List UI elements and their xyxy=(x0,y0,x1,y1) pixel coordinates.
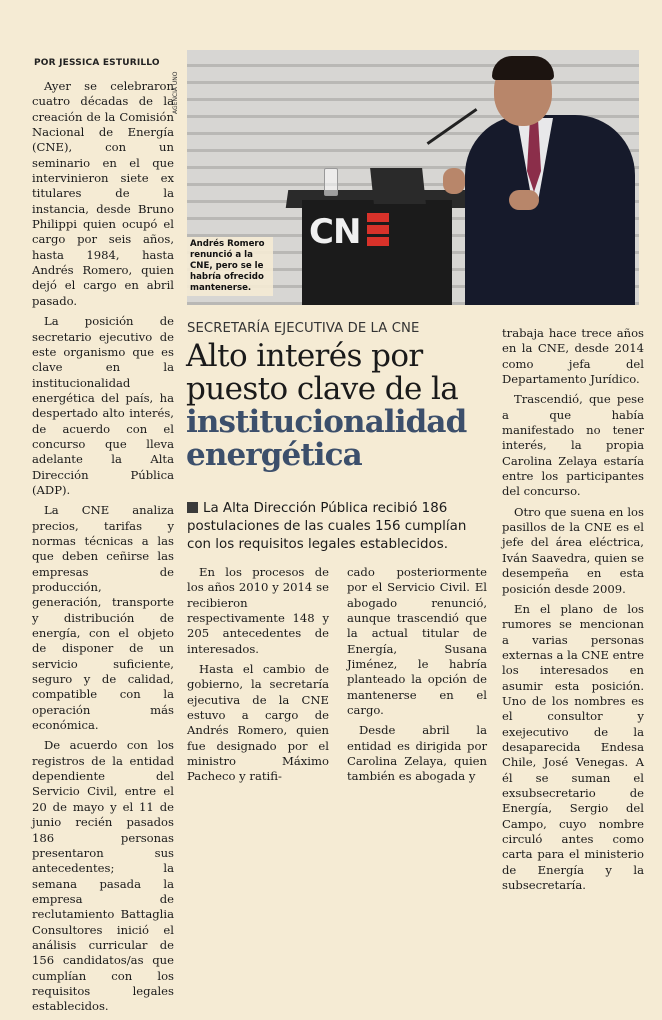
paragraph: cado posteriormente por el Servicio Civil. El abogado renunció, aunque trascendió que la actual titular de Energía, Susana Jiménez, le habría planteado la opción de mantenerse en el cargo. xyxy=(347,565,487,718)
podium-logo: CN xyxy=(309,212,361,252)
paragraph: Otro que suena en los pasillos de la CNE es el jefe del área eléctrica, Iván Saavedra, quien se desempeña en esta posición desde 2009. xyxy=(502,504,644,596)
headline-line-3: institucionalidad xyxy=(186,404,467,440)
body-column-3 xyxy=(347,565,487,790)
byline: POR JESSICA ESTURILLO xyxy=(34,58,160,68)
lead-text: La Alta Dirección Pública recibió 186 postulaciones de las cuales 156 cumplían con los requisitos legales establecidos. xyxy=(187,501,467,552)
laptop xyxy=(370,168,426,204)
speaker-hand-2 xyxy=(509,190,539,210)
logo-e-mark xyxy=(367,213,389,247)
microphone xyxy=(427,108,478,145)
paragraph: Desde abril la entidad es dirigida por Carolina Zelaya, quien también es abogada y xyxy=(347,723,487,784)
photo-caption: Andrés Romero renunció a la CNE, pero se le habría ofrecido mantenerse. xyxy=(187,237,273,296)
body-column-1 xyxy=(32,79,174,1020)
lead-paragraph xyxy=(187,500,492,554)
headline-line-4: energética xyxy=(186,437,362,473)
paragraph: En el plano de los rumores se mencionan a varias personas externas a la CNE entre los interesados en asumir esta posición. Uno de los nombres es el consultor y exejecutivo de la desaparecida Endesa Chile, José Venegas. A él se suman el exsubsecretario de Energía, Sergio del Campo, cuyo nombre circuló antes como carta para el ministerio de Energía y la subsecretaría. xyxy=(502,601,644,893)
paragraph: La CNE analiza precios, tarifas y normas técnicas a las que deben ceñirse las empresas de producción, generación, transporte y distribución de energía, con el objeto de disponer de un servicio suficiente, seguro y de calidad, compatible con la operación más económica. xyxy=(32,503,174,733)
water-glass xyxy=(324,168,338,196)
speaker-hair xyxy=(492,56,554,80)
speaker-body xyxy=(465,115,635,305)
speaker-hand xyxy=(443,168,465,194)
paragraph: En los procesos de los años 2010 y 2014 se recibieron respectivamente 148 y 205 antecedentes de interesados. xyxy=(187,565,329,656)
paragraph: La posición de secretario ejecutivo de este organismo que es clave en la institucionalidad energética del país, ha despertado alto interés, de acuerdo con el concurso que lleva adelante la Alta Dirección Pública (ADP). xyxy=(32,314,174,497)
headline-line-2: puesto clave de la xyxy=(186,371,459,407)
kicker: SECRETARÍA EJECUTIVA DE LA CNE xyxy=(187,321,420,336)
photo-credit: AGENCIA UNO xyxy=(172,71,179,114)
headline-line-1: Alto interés por xyxy=(186,338,423,374)
body-column-2 xyxy=(187,565,329,790)
body-column-4 xyxy=(502,326,644,898)
paragraph: Trascendió, que pese a que había manifestado no tener interés, la propia Carolina Zelaya estaría entre los participantes del concurso. xyxy=(502,392,644,499)
paragraph: Ayer se celebraron cuatro décadas de la creación de la Comisión Nacional de Energía (CNE), con un seminario en el que intervinieron siete ex titulares de la instancia, desde Bruno Philippi quien ocupó el cargo por seis años, hasta 1984, hasta Andrés Romero, quien dejó el cargo en abril pasado. xyxy=(32,79,174,308)
headline xyxy=(186,340,501,472)
square-bullet-icon xyxy=(187,502,198,513)
paragraph: De acuerdo con los registros de la entidad dependiente del Servicio Civil, entre el 20 de mayo y el 11 de junio recién pasados 186 personas presentaron sus antecedentes; la semana pasada la empresa de reclutamiento Battaglia Consultores inició el análisis curricular de 156 candidatos/as que cumplían con los requisitos legales establecidos. xyxy=(32,738,174,1014)
paragraph: trabaja hace trece años en la CNE, desde 2014 como jefa del Departamento Jurídico. xyxy=(502,326,644,387)
paragraph: Hasta el cambio de gobierno, la secretaría ejecutiva de la CNE estuvo a cargo de Andrés Romero, quien fue designado por el ministro Máximo Pacheco y ratifi- xyxy=(187,662,329,784)
